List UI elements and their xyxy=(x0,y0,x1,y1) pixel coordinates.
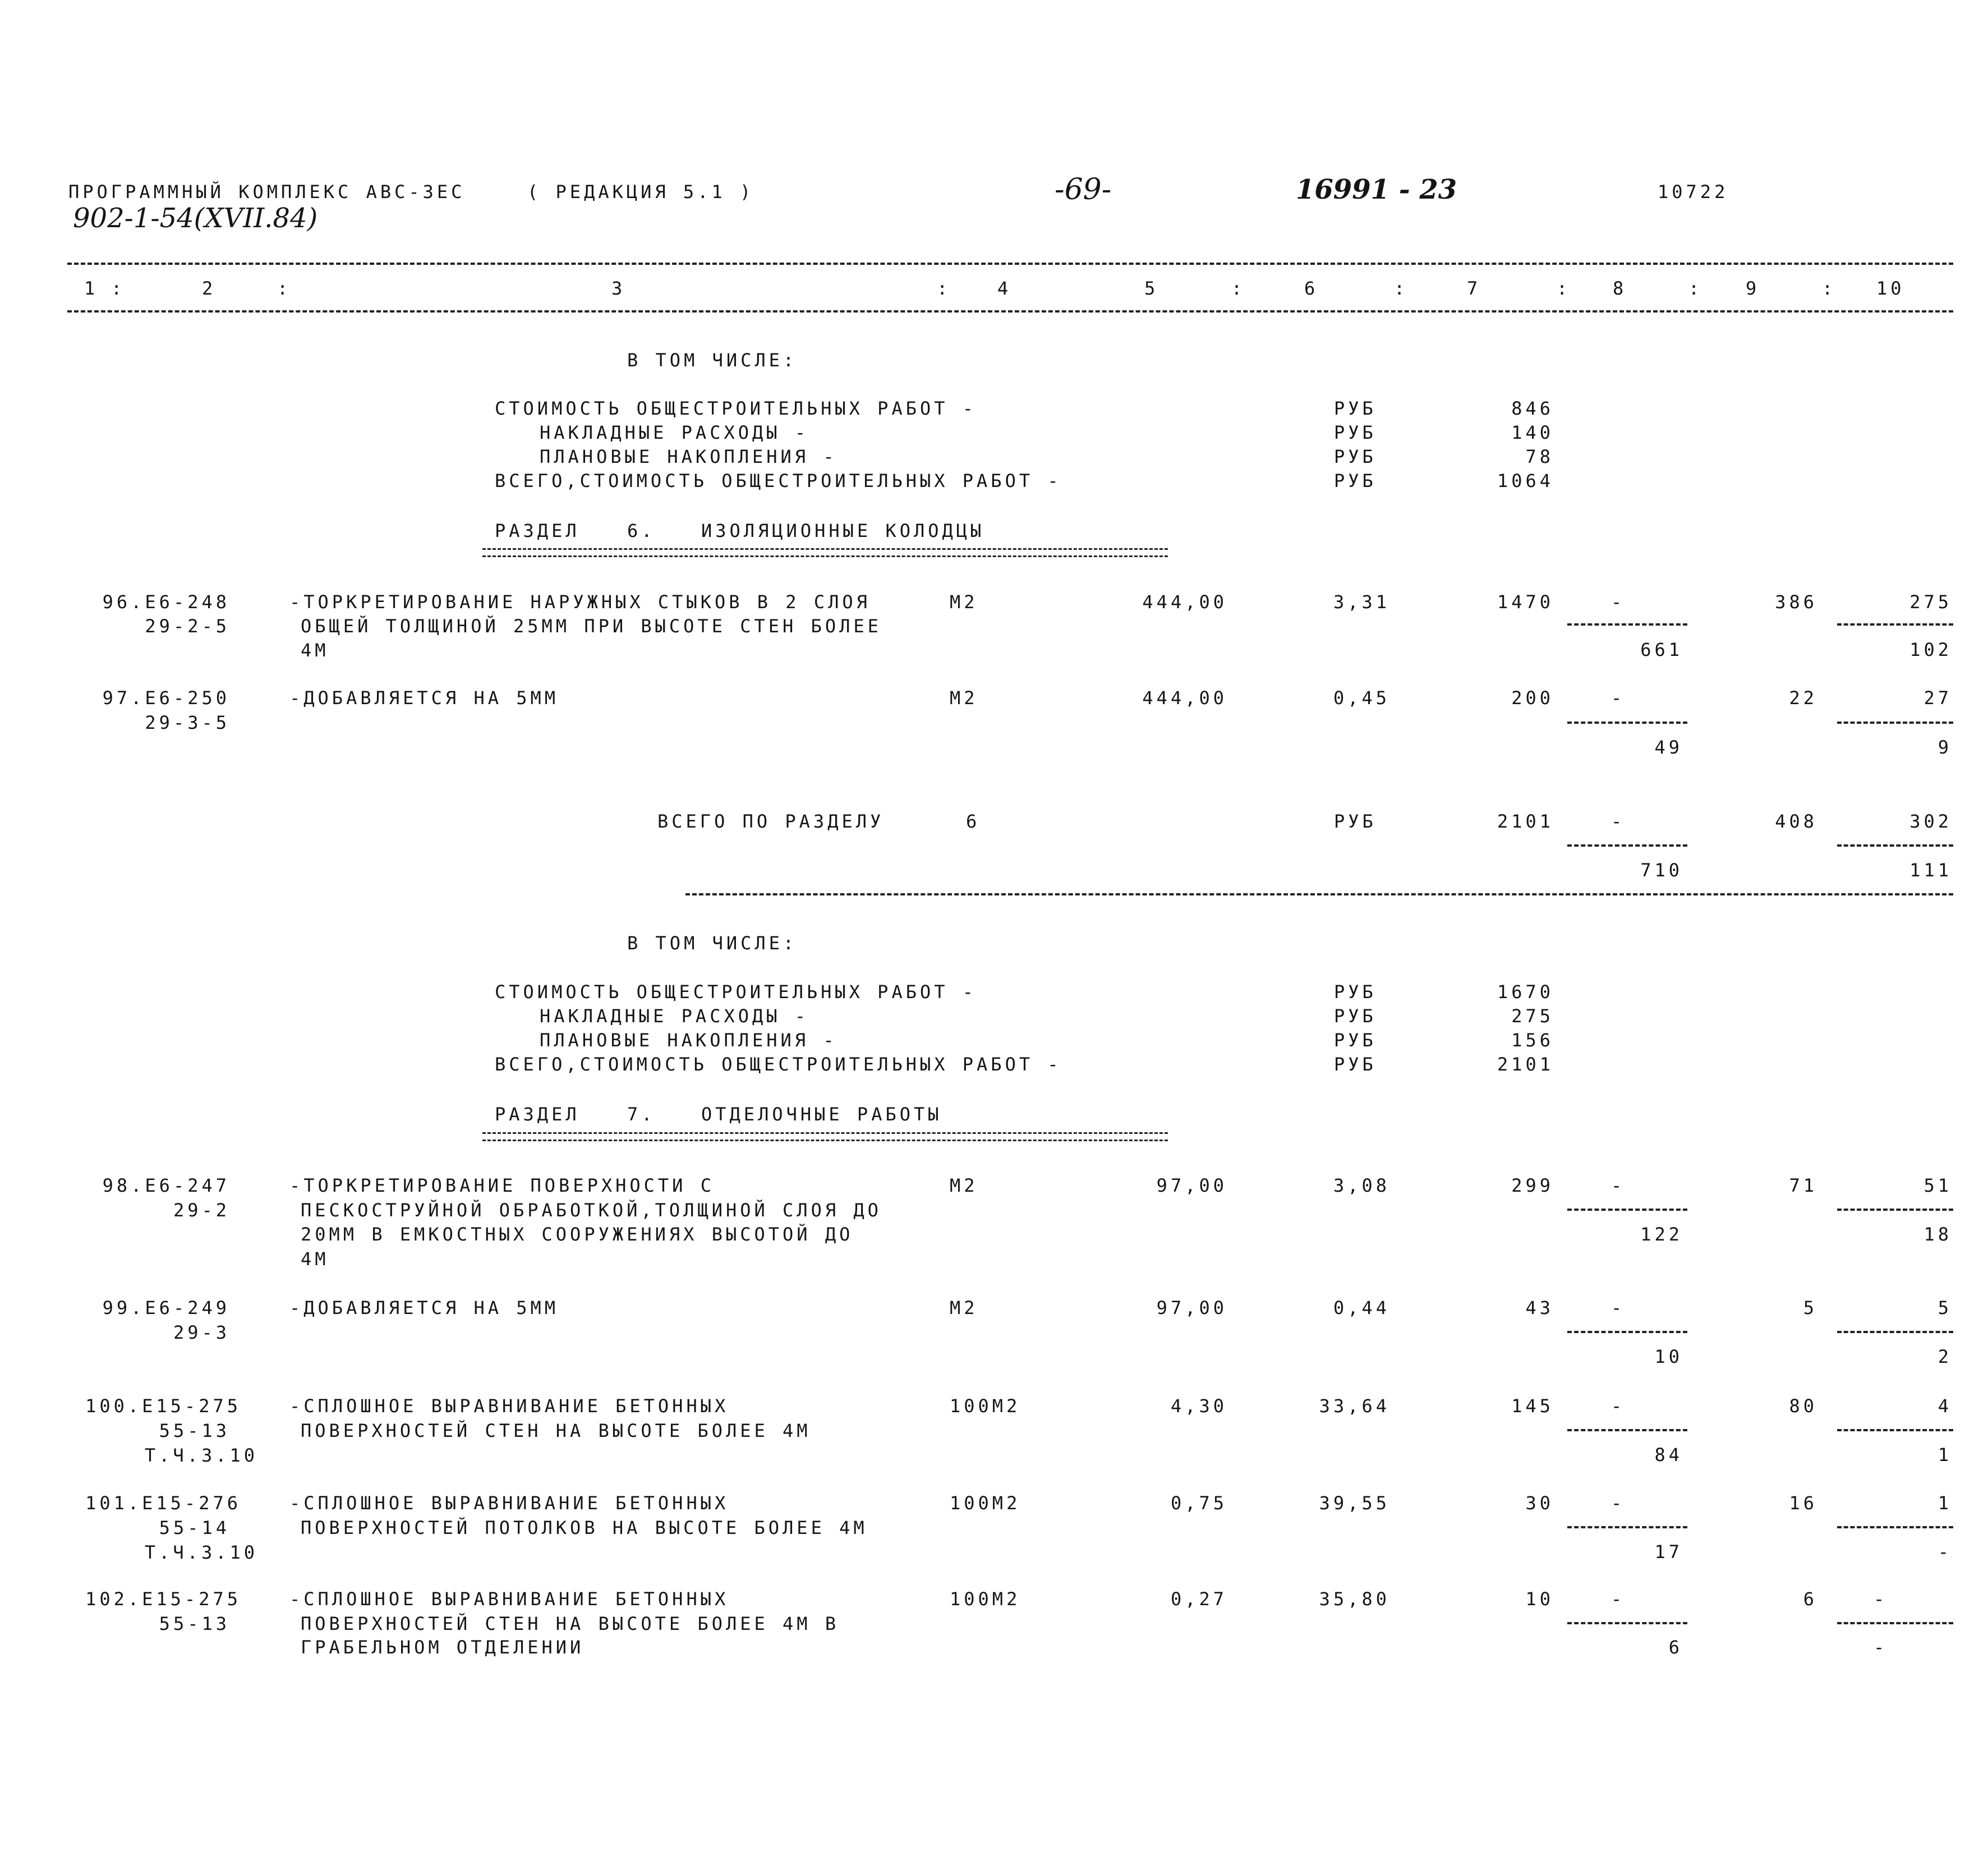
item-reference: 29-3-5 xyxy=(145,712,230,733)
column-7: 7 xyxy=(1467,278,1481,299)
section-total-col10: 302 xyxy=(1909,811,1952,832)
item-col10: 51 xyxy=(1923,1175,1952,1196)
item-description: -СПЛОШНОЕ ВЫРАВНИВАНИЕ БЕТОННЫХ xyxy=(289,1492,729,1514)
item-col10-divider xyxy=(1837,1429,1953,1431)
item-unit: 100М2 xyxy=(950,1492,1021,1514)
summary-unit: РУБ xyxy=(1334,1054,1377,1075)
item-col10-bottom: - xyxy=(1874,1637,1888,1658)
item-unit: М2 xyxy=(950,1175,978,1196)
item-col8: - xyxy=(1611,1175,1626,1196)
item-reference: 29-3 xyxy=(173,1322,230,1343)
column-separator: : xyxy=(1688,278,1703,299)
column-separator: : xyxy=(1557,278,1571,299)
program-name: ПРОГРАММНЫЙ КОМПЛЕКС АВС-ЗЕС xyxy=(68,181,466,203)
item-reference: 29-2 xyxy=(173,1200,230,1221)
item-description: ОБЩЕЙ ТОЛЩИНОЙ 25ММ ПРИ ВЫСОТЕ СТЕН БОЛЕЕ xyxy=(301,615,882,637)
header-rule-top xyxy=(67,263,1953,265)
item-description: ПОВЕРХНОСТЕЙ СТЕН НА ВЫСОТЕ БОЛЕЕ 4М xyxy=(301,1420,811,1441)
summary-label: СТОИМОСТЬ ОБЩЕСТРОИТЕЛЬНЫХ РАБОТ - xyxy=(495,398,977,419)
section-total-col10-divider xyxy=(1837,844,1953,847)
section-total-number: 6 xyxy=(966,811,981,832)
section-total-unit: РУБ xyxy=(1334,811,1377,832)
item-col9: 16 xyxy=(1789,1492,1817,1514)
column-3: 3 xyxy=(611,278,626,299)
column-separator: : xyxy=(937,278,951,299)
summary-value: 156 xyxy=(1511,1030,1554,1051)
item-quantity: 0,75 xyxy=(1170,1492,1227,1514)
item-total: 10 xyxy=(1525,1588,1554,1610)
section-total-label: ВСЕГО ПО РАЗДЕЛУ xyxy=(657,811,885,832)
item-col9: 5 xyxy=(1803,1297,1817,1319)
column-4: 4 xyxy=(997,278,1012,299)
column-separator: : xyxy=(1231,278,1246,299)
summary-unit: РУБ xyxy=(1334,1030,1377,1051)
item-col8-bottom: 10 xyxy=(1654,1346,1683,1367)
item-col8: - xyxy=(1611,687,1626,709)
item-col10: 5 xyxy=(1938,1297,1952,1319)
item-col8-divider xyxy=(1567,623,1687,626)
section-number: 6. xyxy=(627,520,656,541)
section-underline xyxy=(482,548,1168,557)
summary-heading: В ТОМ ЧИСЛЕ: xyxy=(627,350,798,371)
section-total-value: 2101 xyxy=(1497,811,1554,832)
item-reference: 55-14 xyxy=(159,1517,230,1538)
item-total: 1470 xyxy=(1497,591,1554,613)
item-unit-price: 35,80 xyxy=(1319,1588,1390,1610)
column-9: 9 xyxy=(1746,278,1760,299)
item-unit-price: 3,08 xyxy=(1333,1175,1390,1196)
document-code: 10722 xyxy=(1658,181,1729,203)
item-col9: 6 xyxy=(1803,1588,1817,1610)
item-col10-divider xyxy=(1837,1209,1953,1211)
column-10: 10 xyxy=(1876,278,1905,299)
summary-label: НАКЛАДНЫЕ РАСХОДЫ - xyxy=(540,1005,809,1027)
section-total-col10-bottom: 111 xyxy=(1909,860,1952,881)
item-description: 4М xyxy=(301,1248,329,1270)
summary-value: 1670 xyxy=(1497,981,1554,1003)
item-quantity: 444,00 xyxy=(1142,591,1227,613)
item-reference-note: Т.Ч.3.10 xyxy=(144,1445,258,1466)
item-col8-divider xyxy=(1567,1429,1687,1431)
column-separator: : xyxy=(277,278,292,299)
item-quantity: 4,30 xyxy=(1170,1395,1227,1417)
summary-value: 275 xyxy=(1511,1005,1554,1027)
item-col10-divider xyxy=(1837,623,1953,626)
column-separator: : xyxy=(1394,278,1409,299)
summary-value: 78 xyxy=(1525,446,1554,467)
item-col8-divider xyxy=(1567,1526,1687,1528)
item-col10-bottom: 1 xyxy=(1938,1444,1952,1465)
item-col10-bottom: 2 xyxy=(1938,1346,1952,1367)
item-description: ПЕСКОСТРУЙНОЙ ОБРАБОТКОЙ,ТОЛЩИНОЙ СЛОЯ ДО xyxy=(301,1200,882,1221)
section-underline xyxy=(482,1132,1168,1141)
summary-unit: РУБ xyxy=(1334,398,1377,419)
item-unit-price: 0,44 xyxy=(1333,1297,1390,1319)
project-code: 902-1-54(XVII.84) xyxy=(73,203,318,234)
program-edition: ( РЕДАКЦИЯ 5.1 ) xyxy=(527,181,754,203)
summary-unit: РУБ xyxy=(1334,1005,1377,1027)
summary-label: ВСЕГО,СТОИМОСТЬ ОБЩЕСТРОИТЕЛЬНЫХ РАБОТ - xyxy=(495,470,1062,491)
item-description: -СПЛОШНОЕ ВЫРАВНИВАНИЕ БЕТОННЫХ xyxy=(289,1395,729,1417)
section-total-col8: - xyxy=(1611,811,1626,832)
item-col9: 71 xyxy=(1789,1175,1817,1196)
item-total: 30 xyxy=(1525,1492,1554,1514)
item-col8-bottom: 661 xyxy=(1640,639,1683,660)
item-description: ПОВЕРХНОСТЕЙ СТЕН НА ВЫСОТЕ БОЛЕЕ 4М В xyxy=(301,1613,840,1634)
item-col10-divider xyxy=(1837,1526,1953,1528)
item-number: 97.Е6-250 xyxy=(102,687,230,709)
item-description: -ДОБАВЛЯЕТСЯ НА 5ММ xyxy=(289,687,559,709)
summary-value: 1064 xyxy=(1497,470,1554,491)
summary-unit: РУБ xyxy=(1334,446,1377,467)
item-description: ГРАБЕЛЬНОМ ОТДЕЛЕНИИ xyxy=(301,1637,585,1658)
item-col9: 22 xyxy=(1789,687,1817,709)
summary-label: ПЛАНОВЫЕ НАКОПЛЕНИЯ - xyxy=(540,1030,837,1051)
item-col8: - xyxy=(1611,1297,1626,1319)
column-1: 1 xyxy=(84,278,99,299)
item-reference-note: Т.Ч.3.10 xyxy=(144,1542,258,1563)
item-col8-divider xyxy=(1567,1331,1687,1333)
item-description: -ТОРКРЕТИРОВАНИЕ НАРУЖНЫХ СТЫКОВ В 2 СЛОЯ xyxy=(289,591,871,613)
column-separator: : xyxy=(111,278,126,299)
item-col10-divider xyxy=(1837,1622,1953,1624)
summary-unit: РУБ xyxy=(1334,981,1377,1003)
item-unit-price: 33,64 xyxy=(1319,1395,1390,1417)
item-col8-bottom: 6 xyxy=(1668,1637,1683,1658)
item-total: 43 xyxy=(1525,1297,1554,1319)
column-5: 5 xyxy=(1144,278,1159,299)
item-description: 4М xyxy=(301,640,329,661)
item-unit: 100М2 xyxy=(950,1588,1021,1610)
item-col9: 80 xyxy=(1789,1395,1817,1417)
section-total-col8-bottom: 710 xyxy=(1640,860,1683,881)
item-unit: М2 xyxy=(950,1297,978,1319)
item-description: ПОВЕРХНОСТЕЙ ПОТОЛКОВ НА ВЫСОТЕ БОЛЕЕ 4М xyxy=(301,1517,868,1538)
item-col8: - xyxy=(1611,1588,1626,1610)
summary-label: СТОИМОСТЬ ОБЩЕСТРОИТЕЛЬНЫХ РАБОТ - xyxy=(495,981,977,1003)
item-description: 20ММ В ЕМКОСТНЫХ СООРУЖЕНИЯХ ВЫСОТОЙ ДО xyxy=(301,1224,854,1245)
item-col10: 27 xyxy=(1923,687,1952,709)
item-description: -ДОБАВЛЯЕТСЯ НА 5ММ xyxy=(289,1297,559,1319)
item-col9: 386 xyxy=(1775,591,1817,613)
item-col8-bottom: 17 xyxy=(1654,1541,1683,1563)
section-total-col9: 408 xyxy=(1775,811,1817,832)
item-description: -ТОРКРЕТИРОВАНИЕ ПОВЕРХНОСТИ С xyxy=(289,1175,715,1196)
item-quantity: 97,00 xyxy=(1156,1297,1227,1319)
item-number: 96.Е6-248 xyxy=(102,591,230,613)
item-total: 200 xyxy=(1511,687,1554,709)
summary-label: НАКЛАДНЫЕ РАСХОДЫ - xyxy=(540,422,809,443)
section-number: 7. xyxy=(627,1104,656,1125)
summary-label: ПЛАНОВЫЕ НАКОПЛЕНИЯ - xyxy=(540,446,837,467)
item-col10: - xyxy=(1874,1588,1888,1610)
document-number: 16991 - 23 xyxy=(1296,174,1457,205)
item-col10: 1 xyxy=(1938,1492,1952,1514)
item-col10-bottom: 18 xyxy=(1923,1224,1952,1245)
item-number: 98.Е6-247 xyxy=(102,1175,230,1196)
item-quantity: 0,27 xyxy=(1170,1588,1227,1610)
item-reference: 55-13 xyxy=(159,1420,230,1441)
item-number: 100.Е15-275 xyxy=(85,1395,241,1417)
item-col8: - xyxy=(1611,591,1626,613)
item-col8-bottom: 49 xyxy=(1654,737,1683,758)
item-col8-bottom: 84 xyxy=(1654,1444,1683,1465)
item-col8-divider xyxy=(1567,1209,1687,1211)
item-col8: - xyxy=(1611,1395,1626,1417)
header-rule-bottom xyxy=(67,310,1953,313)
item-number: 102.Е15-275 xyxy=(85,1588,241,1610)
item-col10-bottom: 102 xyxy=(1909,639,1952,660)
item-reference: 55-13 xyxy=(159,1613,230,1634)
item-unit: М2 xyxy=(950,591,978,613)
item-unit: 100М2 xyxy=(950,1395,1021,1417)
item-total: 299 xyxy=(1511,1175,1554,1196)
summary-unit: РУБ xyxy=(1334,422,1377,443)
item-col8-bottom: 122 xyxy=(1640,1224,1683,1245)
item-col10: 275 xyxy=(1909,591,1952,613)
item-col10-divider xyxy=(1837,1331,1953,1333)
item-col10-bottom: - xyxy=(1938,1541,1952,1563)
summary-value: 2101 xyxy=(1497,1054,1554,1075)
summary-unit: РУБ xyxy=(1334,470,1377,491)
item-description: -СПЛОШНОЕ ВЫРАВНИВАНИЕ БЕТОННЫХ xyxy=(289,1588,729,1610)
summary-heading: В ТОМ ЧИСЛЕ: xyxy=(627,932,798,954)
item-reference: 29-2-5 xyxy=(145,615,230,637)
summary-value: 140 xyxy=(1511,422,1554,443)
item-unit: М2 xyxy=(950,687,978,709)
section-label: РАЗДЕЛ xyxy=(495,520,580,541)
section-label: РАЗДЕЛ xyxy=(495,1104,580,1125)
item-col10-bottom: 9 xyxy=(1938,737,1952,758)
summary-value: 846 xyxy=(1511,398,1554,419)
item-col8-divider xyxy=(1567,1622,1687,1624)
item-col10-divider xyxy=(1837,722,1953,724)
item-unit-price: 39,55 xyxy=(1319,1492,1390,1514)
page-number: -69- xyxy=(1055,173,1112,206)
column-6: 6 xyxy=(1304,278,1319,299)
item-col8-divider xyxy=(1567,722,1687,724)
summary-label: ВСЕГО,СТОИМОСТЬ ОБЩЕСТРОИТЕЛЬНЫХ РАБОТ - xyxy=(495,1054,1062,1075)
section-total-rule xyxy=(685,893,1953,895)
item-col10: 4 xyxy=(1938,1395,1952,1417)
item-number: 101.Е15-276 xyxy=(85,1492,241,1514)
item-total: 145 xyxy=(1511,1395,1554,1417)
column-separator: : xyxy=(1822,278,1837,299)
item-unit-price: 3,31 xyxy=(1333,591,1390,613)
item-col8: - xyxy=(1611,1492,1626,1514)
item-number: 99.Е6-249 xyxy=(102,1297,230,1319)
column-2: 2 xyxy=(202,278,217,299)
section-total-col8-divider xyxy=(1567,844,1687,847)
item-unit-price: 0,45 xyxy=(1333,687,1390,709)
column-8: 8 xyxy=(1613,278,1627,299)
section-title: ИЗОЛЯЦИОННЫЕ КОЛОДЦЫ xyxy=(701,520,985,541)
item-quantity: 444,00 xyxy=(1142,687,1227,709)
section-title: ОТДЕЛОЧНЫЕ РАБОТЫ xyxy=(701,1104,942,1125)
item-quantity: 97,00 xyxy=(1156,1175,1227,1196)
